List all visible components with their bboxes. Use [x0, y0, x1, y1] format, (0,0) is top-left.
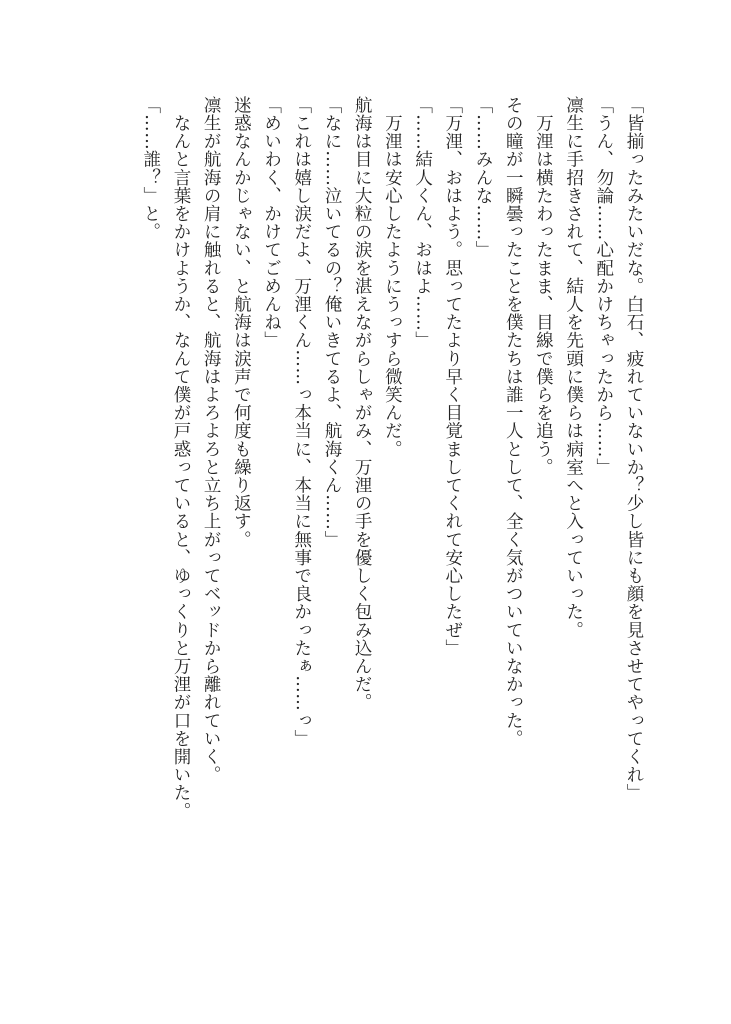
text-line: 「これは嬉し涙だよ、万浬くん……っ本当に、本当に無事で良かったぁ……っ」 — [291, 96, 312, 748]
text-line: 「なに……泣いてるの？俺いきてるよ、航海くん……」 — [321, 96, 342, 549]
text-line: 迷惑なんかじゃない、と航海は涙声で何度も繰り返す。 — [231, 96, 252, 549]
text-line: 「めいわく、かけてごめんね」 — [261, 96, 282, 350]
vertical-text-body — [89, 96, 649, 916]
text-line: 「……みんな……」 — [472, 96, 493, 259]
text-line: 万浬は安心したようにうっすら微笑んだ。 — [382, 96, 403, 458]
text-line: なんと言葉をかけようか、なんて僕が戸惑っていると、ゆっくりと万浬が口を開いた。 — [170, 96, 191, 820]
text-line: 凛生に手招きされて、結人を先頭に僕らは病室へと入っていった。 — [563, 96, 584, 639]
text-line: 「うん、勿論……心配かけちゃったから……」 — [593, 96, 614, 477]
text-line: その瞳が一瞬曇ったことを僕たちは誰一人として、全く気がついていなかった。 — [503, 96, 524, 748]
text-line: 万浬は横たわったまま、目線で僕らを追う。 — [533, 96, 554, 477]
text-line: 「万浬、おはよう。思ってたより早く目覚ましてくれて安心したぜ」 — [442, 96, 463, 658]
text-line: 「皆揃ったみたいだな。白石、疲れていないか？少し皆にも顔を見させてやってくれ」 — [624, 96, 644, 802]
text-line: 「……結人くん、おはよ……」 — [412, 96, 433, 350]
text-line: 凛生が航海の肩に触れると、航海はよろよろと立ち上がってベッドから離れていく。 — [201, 96, 222, 784]
text-line: 航海は目に大粒の涙を湛えながらしゃがみ、万浬の手を優しく包み込んだ。 — [352, 96, 373, 712]
text-line: 「……誰？」と。 — [140, 96, 161, 241]
